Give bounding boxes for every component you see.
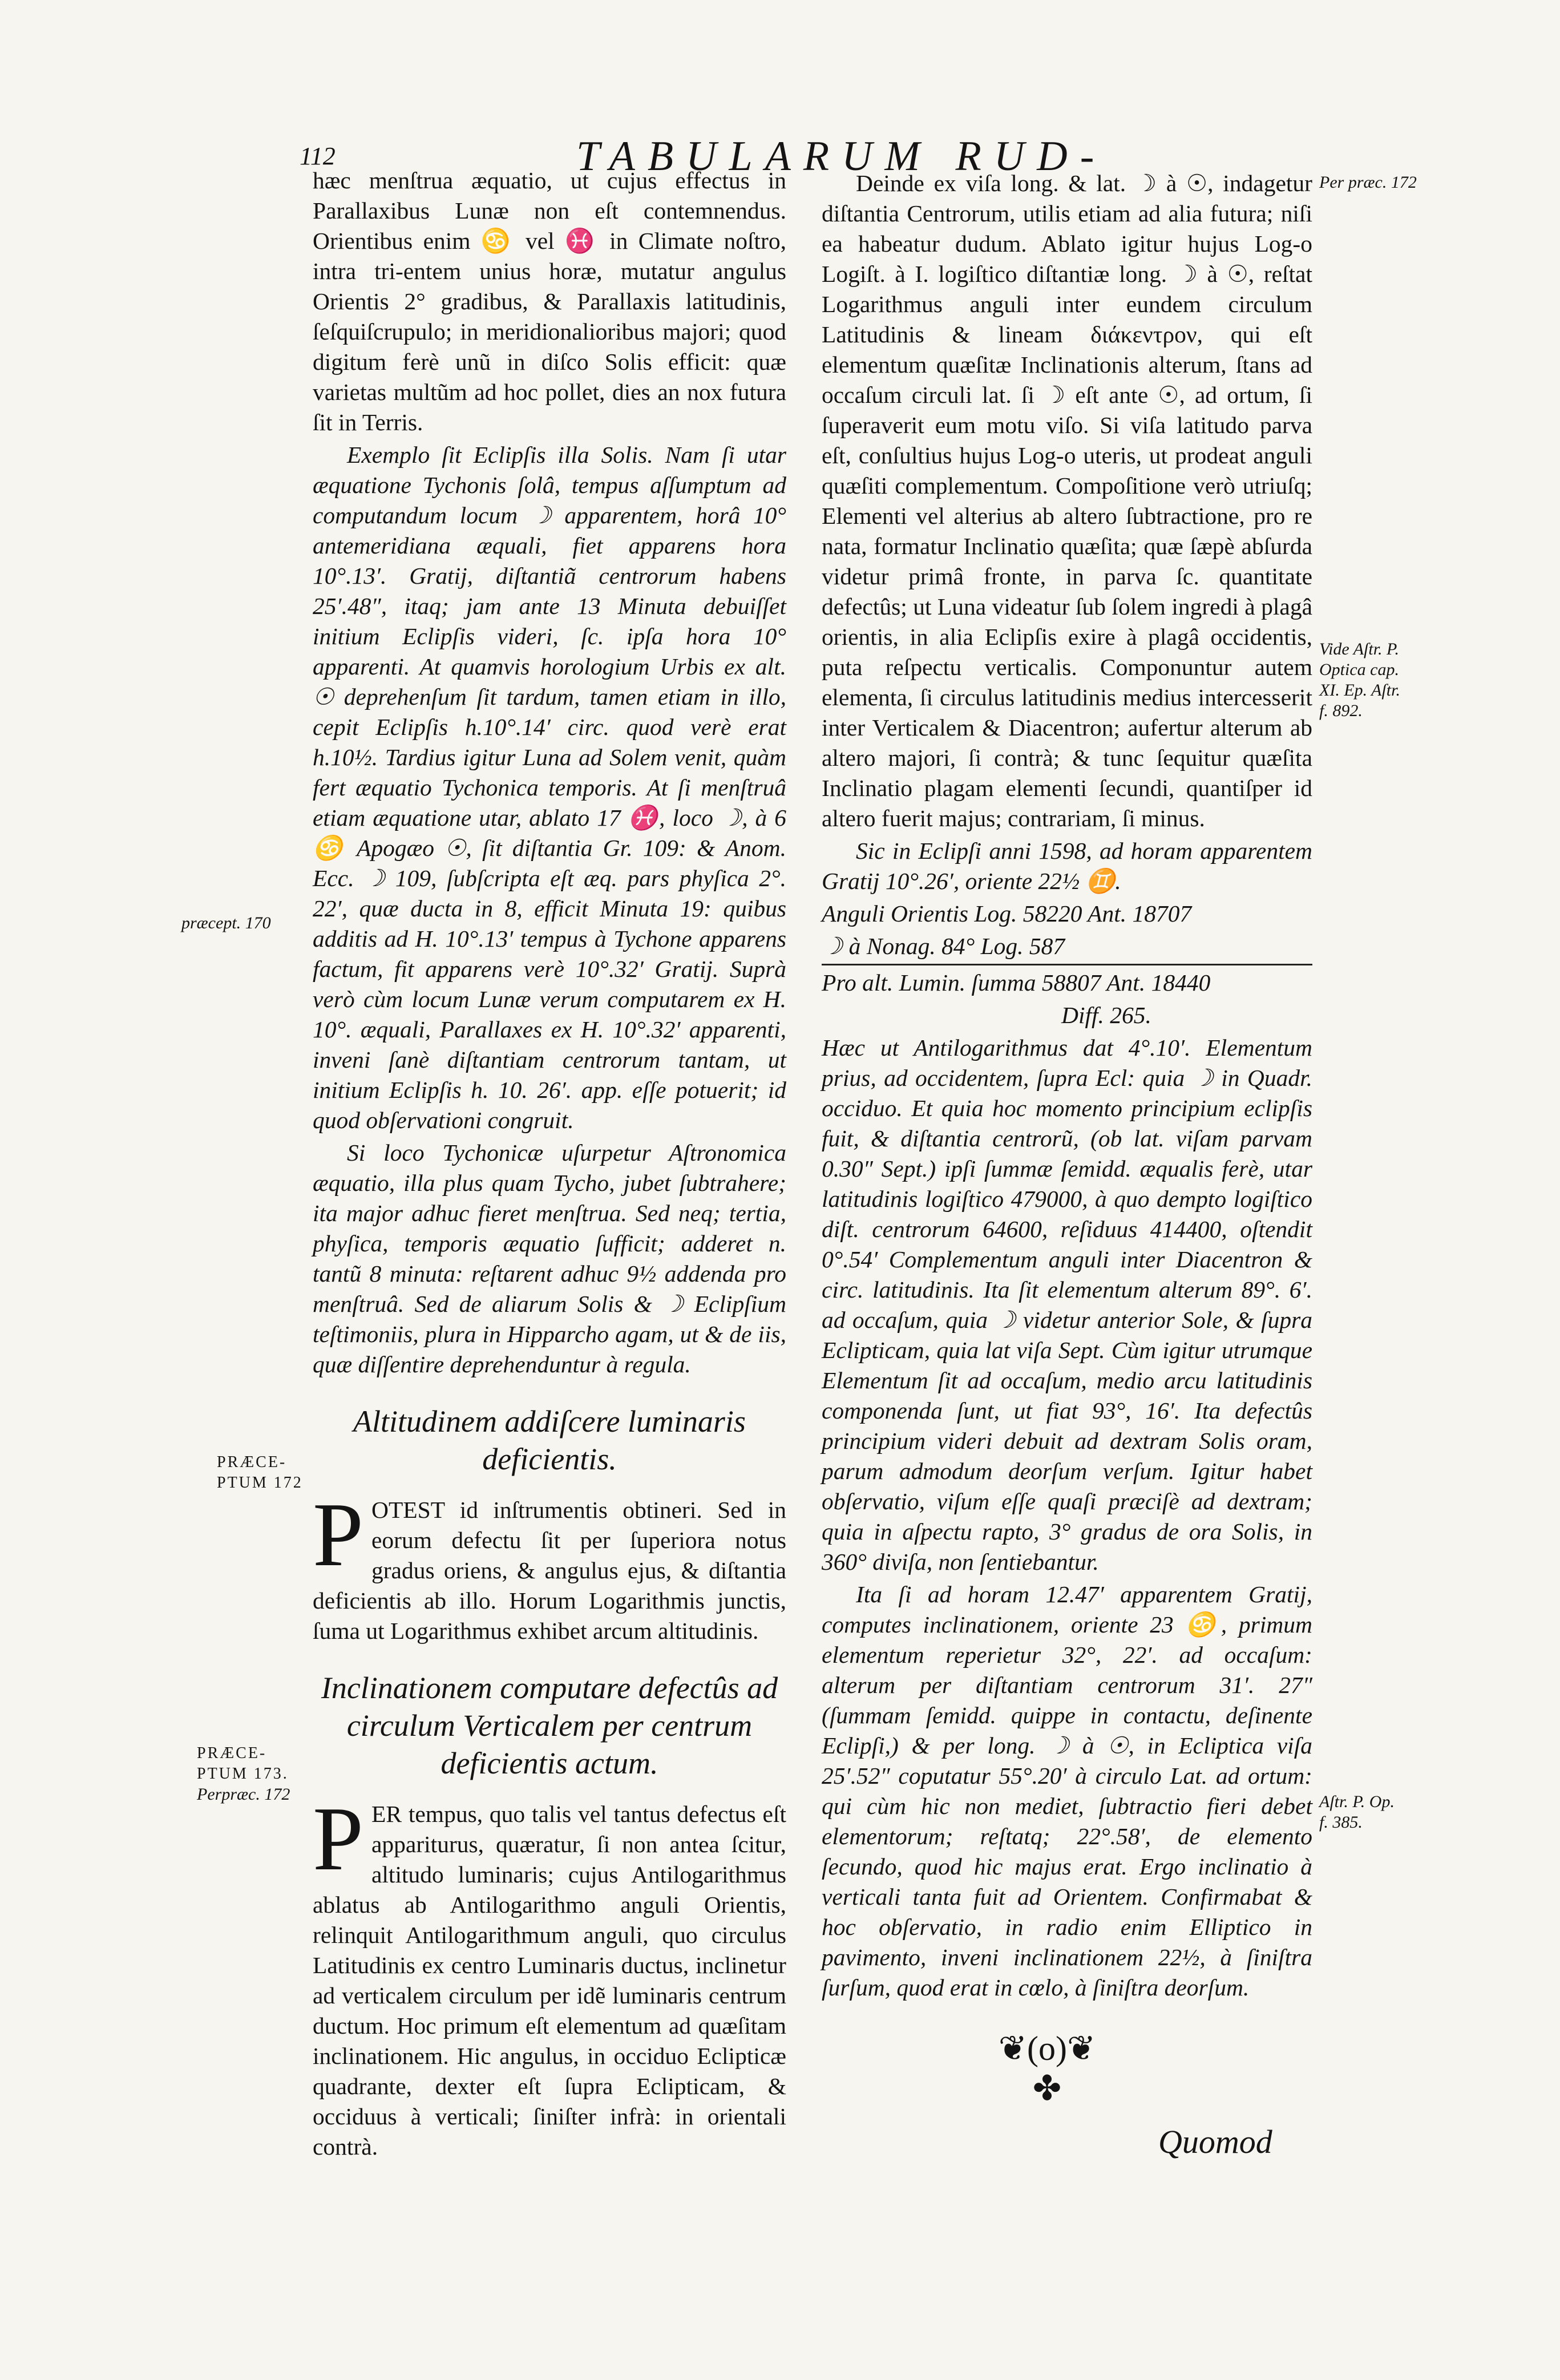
margin-note-line: PTUM 173. bbox=[197, 1765, 289, 1783]
margin-note-astr-op bbox=[1319, 1792, 1395, 1833]
left-paragraph-3: Si loco Tychonicæ uſurpetur Aſtronomica æquatio, illa plus quam Tycho, jubet ſubtrahere; ita major adhuc fieret menſtrua. Sed neq; tertia, phyſica, temporis æquatio ſufficit; adderet n. tantũ 8 minuta: reſtarent adhuc 9½ addenda pro menſtruâ. Sed de aliarum Solis & ☽ Eclipſium teſtimoniis, plura in Hipparcho agam, ut & de iis, quæ diſſentire deprehenduntur à regula. bbox=[313, 1140, 786, 1377]
margin-note-precept-170: præcept. 170 bbox=[181, 914, 271, 932]
running-head: TABULARUM RUD- bbox=[576, 133, 1107, 180]
section-title-inclination: Inclinationem computare defectûs ad circulum Verticalem per centrum deficientis actum. bbox=[321, 1671, 778, 1780]
left-paragraph-4 bbox=[313, 1484, 786, 1646]
right-paragraph-4: Ita ſi ad horam 12.47′ apparentem Gratij, computes inclinationem, oriente 23 ♋, primum elementum reperietur 32°, 22′. ad occaſum: alterum per diſtantiam centrorum 31′. 27″ (ſummam ſemidd. quippe in contactu, deſinente Eclipſi,) & per long. ☽ à ☉, in Ecliptica viſa 25′.52″ coputatur 55°.20′ à circulo Lat. ad ortum: qui cùm hic non mediet, ſubtractio fieri debet elementorum; reſtatq; 22°.58′, de elemento ſecundo, quod hic majus erat. Ergo inclinatio à verticali tanta fuit ad Orientem. Confirmabat & hoc obſervatio, in radio enim Elliptico in pavimento, inveni inclinationem 22½, à ſiniſtra ſurſum, quod erat in cœlo, à ſiniſtra deorſum. bbox=[822, 1581, 1312, 2001]
left-paragraph-4-text: OTEST id inſtrumentis obtineri. Sed in eorum defectu ſit per ſuperiora notus gradus oriens, & angulus ejus, & diſtantia deficientis ab illo. Horum Logarithmis junctis, ſuma ut Logarithmus exhibet arcum altitudinis. bbox=[313, 1497, 786, 1644]
margin-note-line: PTUM 172 bbox=[217, 1474, 303, 1492]
calc-row: Pro alt. Lumin. ſumma 58807 Ant. 18440 bbox=[822, 969, 1211, 996]
right-column bbox=[822, 168, 1312, 2005]
page-number: 112 bbox=[300, 142, 336, 170]
printer-ornament bbox=[993, 2029, 1101, 2108]
ornament-glyph: ✤ bbox=[1032, 2070, 1062, 2107]
calc-row: Anguli Orientis Log. 58220 Ant. 18707 bbox=[822, 900, 1192, 927]
right-paragraph-3: Hæc ut Antilogarithmus dat 4°.10′. Elementum prius, ad occidentem, ſupra Ecl: quia ☽ in Quadr. occiduo. Et quia hoc momento principium eclipſis fuit, & diſtantia centrorũ, (ob lat. viſam parvam 0.30″ Sept.) ipſi ſummæ ſemidd. æqualis ferè, utar latitudinis logiſtico 479000, à quo dempto logiſtico diſt. centrorum 64600, reſiduus 414400, oſtendit 0°.54′ Complementum anguli inter Diacentron & circ. latitudinis. Ita ſit elementum alterum 89°. 6′. ad occaſum, quia ☽ videtur anterior Sole, & ſupra Eclipticam, quia lat viſa Sept. Cùm igitur utrumque Elementum ſit ad occaſum, medio arcu latitudinis componenda ſunt, ut fiat 93°, 16′. Ita defectûs principium videri debuit ad dextram Solis oram, parum admodum deorſum verſum. Igitur habet obſervatio, viſum eſſe quaſi præciſè ad dextram; quia in aſpectu rapto, 3° gradus de ora Solis, in 360° diviſa, non ſentiebantur. bbox=[822, 1035, 1312, 1575]
left-paragraph-5-text: ER tempus, quo talis vel tantus defectus eſt appariturus, quæratur, ſi non antea ſcitur, altitudo luminaris; cujus Antilogarithmus ablatus ab Antilogarithmo anguli Orientis, relinquit Antilogarithmum anguli, quo circulus Latitudinis ex centro Luminaris ductus, inclinetur ad verticalem circulum per idẽ luminaris centrum ductum. Hoc primum eſt elementum ad quæſitam inclinationem. Hic angulus, in occiduo Eclipticæ quadrante, dexter eſt ſupra Eclipticam, & occiduus à verticali; ſiniſter infrà: in orientali contrà. bbox=[313, 1801, 786, 2160]
calc-row: Diff. 265. bbox=[1061, 1002, 1151, 1028]
margin-note-line: Aſtr. P. Op. bbox=[1319, 1792, 1395, 1811]
right-paragraph-2: Sic in Eclipſi anni 1598, ad horam apparentem Gratij 10°.26′, oriente 22½ ♊. bbox=[822, 838, 1312, 894]
margin-note-line: Optica cap. bbox=[1319, 660, 1399, 679]
margin-note-line: f. 892. bbox=[1319, 701, 1363, 720]
drop-cap: P bbox=[313, 1484, 363, 1585]
ornament-glyph: ❦(o)❦ bbox=[998, 2030, 1096, 2067]
margin-note-line: f. 385. bbox=[1319, 1813, 1363, 1832]
left-column bbox=[313, 165, 786, 2164]
margin-note-line: Vide Aſtr. P. bbox=[1319, 640, 1400, 658]
margin-note-line: Perpræc. 172 bbox=[197, 1785, 290, 1804]
drop-cap: P bbox=[313, 1788, 363, 1889]
left-paragraph-2: Exemplo ſit Eclipſis illa Solis. Nam ſi utar æquatione Tychonis ſolâ, tempus aſſumptum ad computandum locum ☽ apparentem, horâ 10° antemeridiana æquali, fiet apparens hora 10°.13′. Gratij, diſtantiã centrorum habens 25′.48″, itaq; jam ante 13 Minuta debuiſſet initium Eclipſis videri, ſc. ipſa hora 10° apparenti. At quamvis horologium Urbis ex alt. ☉ deprehenſum ſit tardum, tamen etiam in illo, cepit Eclipſis h.10°.14′ circ. quod verè erat h.10½. Tardius igitur Luna ad Solem venit, quàm fert æquatio Tychonica temporis. At ſi menſtruâ etiam æquatione utar, ablato 17 ♓, loco ☽, à 6 ♋ Apogæo ☉, ſit diſtantia Gr. 109: & Anom. Ecc. ☽ 109, ſubſcripta eſt æq. pars phyſica 2°. 22′, quæ ducta in 8, efficit Minuta 19: quibus additis ad H. 10°.13′ tempus à Tychone apparens factum, fit apparens verè 10°.32′ Gratij. Suprà verò cùm locum Lunæ verum computarem ex H. 10°. æquali, Parallaxes ex H. 10°.32′ apparenti, inveni ſanè diſtantiam centrorum tantam, ut initium Eclipſis h. 10. 26′. app. eſſe potuerit; id quod obſervationi congruit. bbox=[313, 442, 786, 1133]
margin-note-line: XI. Ep. Aſtr. bbox=[1319, 681, 1400, 700]
margin-note-line: PRÆCE- bbox=[217, 1453, 287, 1471]
margin-note-per-praec-172: Per præc. 172 bbox=[1319, 173, 1417, 192]
catchword: Quomod bbox=[1158, 2123, 1272, 2160]
calc-row: ☽ à Nonag. 84° Log. 587 bbox=[822, 933, 1065, 959]
left-paragraph-5 bbox=[313, 1788, 786, 2162]
margin-note-line: PRÆCE- bbox=[197, 1744, 267, 1762]
right-paragraph-1: Deinde ex viſa long. & lat. ☽ à ☉, indagetur diſtantia Centrorum, utilis etiam ad alia futura; niſi ea habeatur dudum. Ablato igitur hujus Log-o Logiſt. à I. logiſtico diſtantiæ long. ☽ à ☉, reſtat Logarithmus anguli inter eundem circulum Latitudinis & lineam διάκεντρον, qui eſt elementum quæſitæ Inclinationis alterum, ſtans ad occaſum circuli lat. ſi ☽ eſt ante ☉, ad ortum, ſi ſuperaverit eum motu viſo. Si viſa latitudo parva eſt, conſultius hujus Log-o uteris, ut prodeat anguli quæſiti complementum. Compoſitione verò utriuſq; Elementi vel alterius ab altero ſubtractione, pro re nata, formatur Inclinatio quæſita; quæ ſæpè abſurda videtur primâ fronte, in parva ſc. quantitate defectûs; ut Luna videatur ſub ſolem ingredi à plagâ orientis, in alia Eclipſis exire à plagâ occidentis, puta reſpectu verticalis. Componuntur autem elementa, ſi circulus latitudinis medius intercesserit inter Verticalem & Diacentron; aufertur alterum ab altero majori, ſi contrà; & tunc ſequitur quæſita Inclinatio plagam elementi ſecundi, quantiſper id altero fuerit majus; contrariam, ſi minus. bbox=[822, 170, 1312, 831]
calc-rule bbox=[822, 964, 1312, 965]
left-paragraph-1: hæc menſtrua æquatio, ut cujus effectus in Parallaxibus Lunæ non eſt contemnendus. Orientibus enim ♋ vel ♓ in Climate noſtro, intra tri-entem unius horæ, mutatur angulus Orientis 2° gradibus, & Parallaxis latitudinis, ſeſquiſcrupulo; in meridionalioribus majori; quod digitum ferè unũ in diſco Solis efficit: quæ varietas multũm ad hoc pollet, dies an nox futura ſit in Terris. bbox=[313, 167, 786, 435]
section-title-altitude: Altitudinem addiſcere luminaris deficientis. bbox=[353, 1404, 746, 1476]
margin-note-precept-173 bbox=[197, 1743, 290, 1805]
margin-note-vide-astr bbox=[1319, 639, 1400, 721]
computation-table bbox=[822, 899, 1312, 1031]
margin-note-precept-172 bbox=[217, 1452, 303, 1493]
